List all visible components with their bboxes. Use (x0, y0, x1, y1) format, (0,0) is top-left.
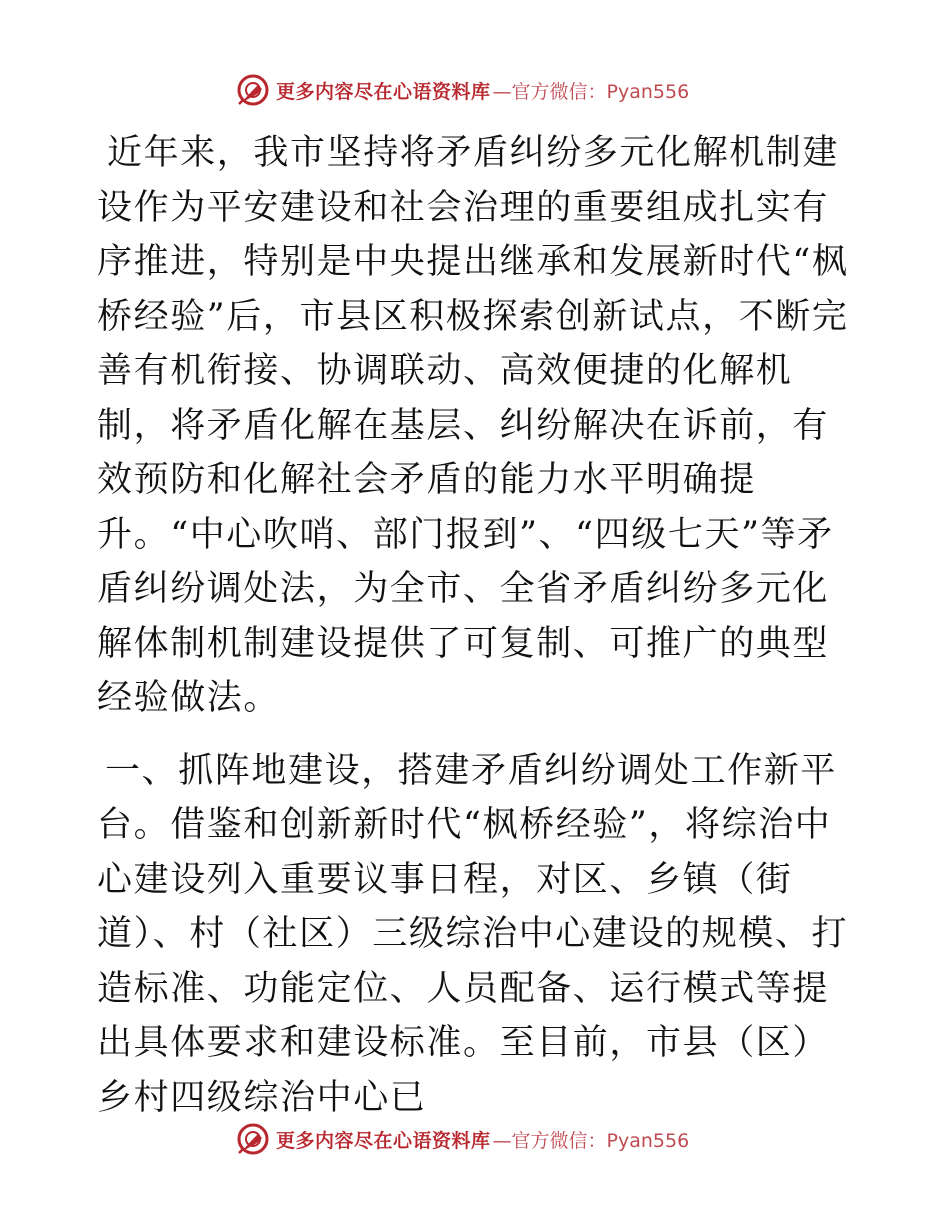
footer-banner (236, 1121, 689, 1157)
header-contact-text: —官方微信：Pyan556 (492, 80, 690, 103)
footer-contact-text: —官方微信：Pyan556 (492, 1129, 690, 1152)
header-promo-text: 更多内容尽在心语资料库 (276, 80, 491, 103)
header-banner (236, 72, 689, 108)
paragraph-intro: 近年来，我市坚持将矛盾纠纷多元化解机制建设作为平安建设和社会治理的重要组成扎实有序推进，特别是中央提出继承和发展新时代“枫桥经验”后，市县区积极探索创新试点，不断完善有机衔接、协调联动、高效便捷的化解机制，将矛盾化解在基层、纠纷解决在诉前，有效预防和化解社会矛盾的能力水平明确提升。“中心吹哨、部门报到”、“四级七天”等矛盾纠纷调处法，为全市、全省矛盾纠纷多元化解体制机制建设提供了可复制、可推广的典型经验做法。 (97, 133, 849, 718)
pen-nib-logo-icon (236, 73, 270, 107)
document-body (97, 126, 857, 1125)
footer-promo-text: 更多内容尽在心语资料库 (276, 1129, 491, 1152)
paragraph-section-one: 一、抓阵地建设，搭建矛盾纠纷调处工作新平台。借鉴和创新新时代“枫桥经验”，将综治中心建设列入重要议事日程，对区、乡镇（街道）、村（社区）三级综治中心建设的规模、打造标准、功能定位、人员配备、运行模式等提出具体要求和建设标准。至目前，市县（区）乡村四级综治中心已 (97, 750, 849, 1118)
pen-nib-logo-icon (236, 1122, 270, 1156)
